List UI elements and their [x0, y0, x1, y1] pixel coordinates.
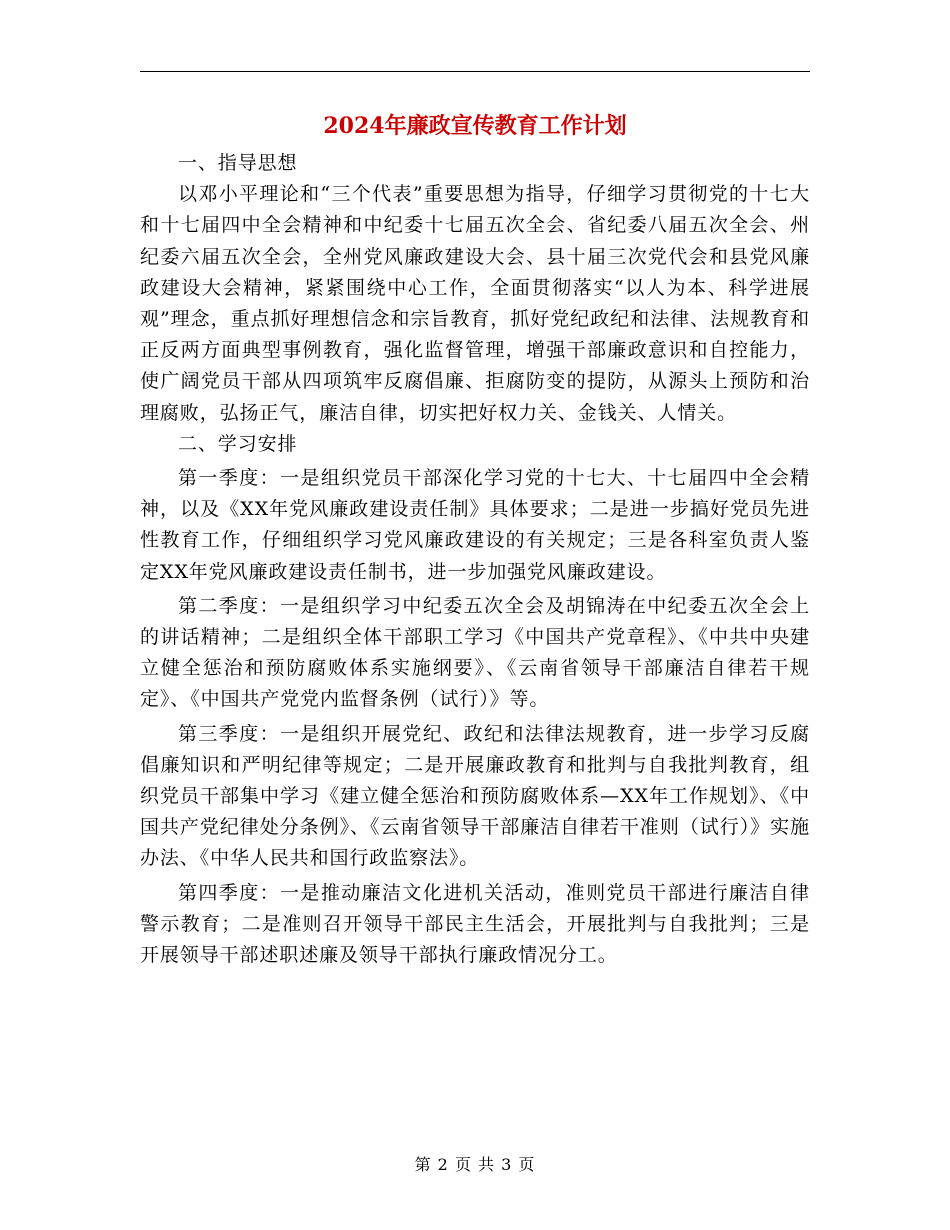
paragraph-first-quarter: 第一季度：一是组织党员干部深化学习党的十七大、十七届四中全会精神，以及《XX年党风廉政建设责任制》具体要求；二是进一步搞好党员先进性教育工作，仔细组织学习党风廉政建设的有关规定；三是各科室负责人鉴定XX年党风廉政建设责任制书，进一步加强党风廉政建设。: [140, 467, 810, 583]
document-body: [140, 148, 810, 971]
section-heading-guiding-ideology: 一、指导思想: [178, 152, 298, 174]
paragraph-second-quarter: 第二季度：一是组织学习中纪委五次全会及胡锦涛在中纪委五次全会上的讲话精神；二是组织全体干部职工学习《中国共产党章程》、《中共中央建立健全惩治和预防腐败体系实施纲要》、《云南省领导干部廉洁自律若干规定》、《中国共产党党内监督条例（试行）》等。: [140, 594, 810, 711]
section-heading-study-arrangement: 二、学习安排: [178, 432, 298, 455]
page-number-footer: 第 2 页 共 3 页: [414, 1155, 536, 1174]
document-title: 2024年廉政宣传教育工作计划: [323, 113, 627, 139]
header-rule: [140, 71, 810, 72]
paragraph-fourth-quarter: 第四季度：一是推动廉洁文化进机关活动，准则党员干部进行廉洁自律警示教育；二是准则召开领导干部民主生活会，开展批判与自我批判；三是开展领导干部述职述廉及领导干部执行廉政情况分工。: [140, 881, 810, 967]
paragraph-third-quarter: 第三季度：一是组织开展党纪、政纪和法律法规教育，进一步学习反腐倡廉知识和严明纪律等规定；二是开展廉政教育和批判与自我批判教育，组织党员干部集中学习《建立健全惩治和预防腐败体系—XX年工作规划》、《中国共产党纪律处分条例》、《云南省领导干部廉洁自律若干准则（试行）》实施办法、《中华人民共和国行政监察法》。: [140, 722, 810, 870]
paragraph-guiding-ideology: 以邓小平理论和“三个代表”重要思想为指导，仔细学习贯彻党的十七大和十七届四中全会精神和中纪委十七届五次全会、省纪委八届五次全会、州纪委六届五次全会，全州党风廉政建设大会、县十届三次党代会和县党风廉政建设大会精神，紧紧围绕中心工作，全面贯彻落实“以人为本、科学进展观”理念，重点抓好理想信念和宗旨教育，抓好党纪政纪和法律、法规教育和正反两方面典型事例教育，强化监督管理，增强干部廉政意识和自控能力，使广阔党员干部从四项筑牢反腐倡廉、拒腐防变的提防，从源头上预防和治理腐败，弘扬正气，廉洁自律，切实把好权力关、金钱关、人情关。: [140, 183, 810, 424]
